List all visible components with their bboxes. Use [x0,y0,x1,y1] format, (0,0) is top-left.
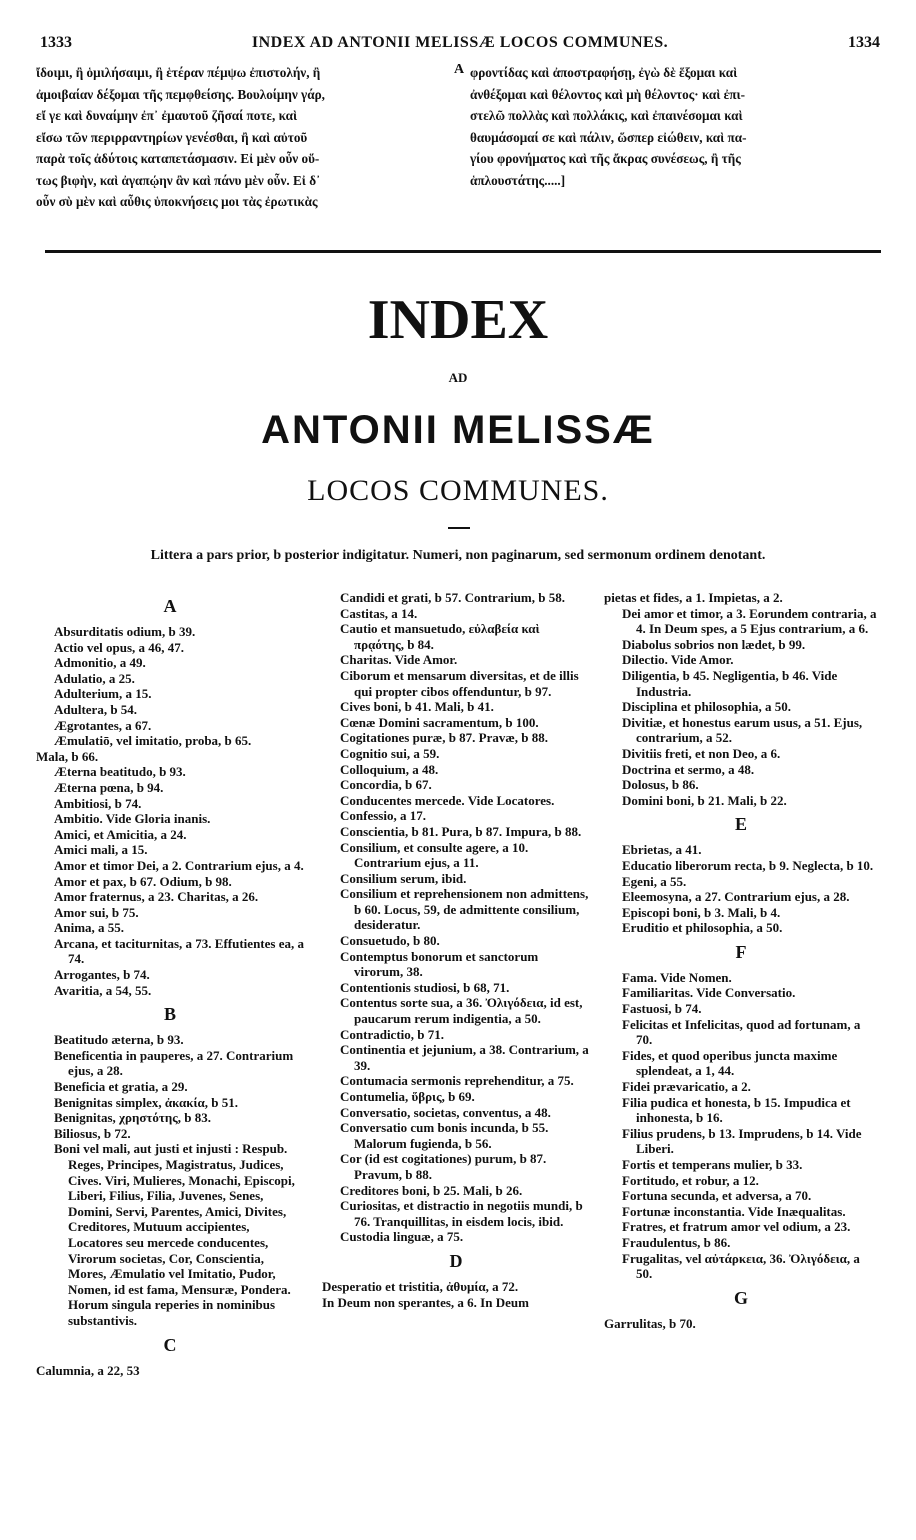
index-entry: Fortitudo, et robur, a 12. [622,1172,759,1188]
index-entry: Cives boni, b 41. Mali, b 41. [340,699,494,715]
index-entry: Filia pudica et honesta, b 15. Impudica et inhonesta, b 16. [622,1094,851,1126]
index-entry: Fortuna secunda, et adversa, a 70. [622,1188,812,1204]
index-entry: Ciborum et mensarum diversitas, et de illis qui propter cibos offenduntur, b 97. [340,667,579,699]
page-number-right: 1334 [848,34,880,51]
section-rule [45,250,881,253]
index-entry: Beneficentia in pauperes, a 27. Contrarium ejus, a 28. [54,1047,294,1079]
index-entry: Fraudulentus, b 86. [622,1234,731,1250]
index-title-author: ANTONII MELISSÆ [261,408,655,452]
index-entry: Absurditatis odium, b 39. [54,624,196,639]
index-entry: Actio vel opus, a 46, 47. [54,639,184,655]
index-entry: Conversatio, societas, conventus, a 48. [340,1104,551,1120]
section-letter: B [163,1004,176,1025]
index-entry: Amor et pax, b 67. Odium, b 98. [54,873,232,889]
section-letter: D [449,1250,463,1271]
index-entry: Divitiæ, et honestus earum usus, a 51. Ejus, contrarium, a 52. [622,714,863,746]
index-entry: Dolosus, b 86. [622,777,699,793]
index-entry: Adulatio, a 25. [54,670,135,686]
greek-line: παρὰ τοῖς ἀδύτοις καταπετάσμασιν. Εἰ μὲν οὖν οὕ- [36,151,320,166]
index-entry: Divitiis freti, et non Deo, a 6. [622,745,781,761]
index-entry: Adulterium, a 15. [54,686,152,702]
greek-line: εἴ γε καὶ δυναίμην ἐπ᾽ ἐμαυτοῦ ζῆσαί ποτε, καὶ [36,108,298,123]
index-title-ad: AD [448,370,468,385]
index-entry: Eruditio et philosophia, a 50. [622,920,783,936]
index-entry: Domini boni, b 21. Mali, b 22. [622,792,787,808]
greek-line: τως βιφὴν, καὶ ἀγαπῴην ἂν καὶ πάνυ μὲν οὖν. Εἰ δ᾽ [36,172,321,188]
index-entry: Contemptus bonorum et sanctorum virorum, 38. [340,948,539,980]
index-entry: Amici mali, a 15. [54,842,148,858]
greek-line: ἁπλουστάτης.....] [470,172,566,188]
index-entry: Ebrietas, a 41. [622,842,702,858]
greek-line: φροντίδας καὶ ἀποστραφήσῃ, ἐγὼ δὲ ἕξομαι καὶ [470,65,738,80]
index-entry: Creditores boni, b 25. Mali, b 26. [340,1182,523,1198]
index-entry: Conversatio cum bonis incunda, b 55. Malorum fugienda, b 56. [340,1120,549,1151]
index-entry: Cogitationes puræ, b 87. Pravæ, b 88. [340,730,549,746]
index-entry: Fidei prævaricatio, a 2. [622,1079,751,1095]
index-entry: Æmulatiō, vel imitatio, proba, b 65. [54,733,252,749]
greek-line: ἴδοιμι, ἢ ὁμιλήσαιμι, ἢ ἑτέραν πέμψω ἐπιστολήν, ἢ [36,65,321,80]
index-entry: Fratres, et fratrum amor vel odium, a 23. [622,1219,851,1235]
section-letter: A [163,596,177,616]
index-entry: Biliosus, b 72. [54,1125,131,1141]
index-entry: Cautio et mansuetudo, εὐλαβεία καὶ πρᾳότης, b 84. [340,621,540,652]
title-short-rule [448,527,470,529]
index-entry: Cognitio sui, a 59. [340,745,440,761]
index-entry: Avaritia, a 54, 55. [54,982,152,998]
greek-line: θαυμάσομαί σε καὶ πάλιν, ὥσπερ εἰώθειν, καὶ πα- [470,129,747,145]
index-entry: Cor (id est cogitationes) purum, b 87. Pravum, b 88. [340,1151,547,1182]
index-entry: Eleemosyna, a 27. Contrarium ejus, a 28. [622,889,850,905]
greek-line: γίου φρονήματος καὶ τῆς ἄκρας συνέσεως, ἢ τῆς [470,151,741,166]
index-entry: Filius prudens, b 13. Imprudens, b 14. Vide Liberi. [622,1125,862,1157]
index-entry: Adultera, b 54. [54,701,138,717]
index-entry: Consilium, et consulte agere, a 10. Contrarium ejus, a 11. [340,839,529,871]
index-entry: Amici, et Amicitia, a 24. [54,826,187,842]
greek-text-left [36,62,456,213]
index-explanatory-note: Littera a pars prior, b posterior indigitatur. Numeri, non paginarum, sed sermonum ordinem denotant. [150,548,766,563]
index-entry: Educatio liberorum recta, b 9. Neglecta, b 10. [622,857,874,873]
index-entry: Dei amor et timor, a 3. Eorundem contraria, a 4. In Deum spes, a 5 Ejus contrarium, a 6. [622,605,877,637]
greek-line: ἀμοιβαίαν δέξομαι τῆς πεμφθείσης. Βουλοίμην γάρ, [36,86,325,102]
index-entry: Boni vel mali, aut justi et injusti : Respub. Reges, Principes, Magistratus, Judices, Cives. Viri, Mulieres, Monachi, Episcopi, Liberi, Filius, Filia, Juvenes, Senes, Domini, Servi, Parentes, Amici, Divites, Creditores, Mutuum accipientes, Locatores seu mercede conducentes, Virorum societas, Cor, Conscientia, Mores, Æmulatio vel Imitatio, Pudor, Nomen, id est fama, Mensuræ, Pondera. Horum singula reperies in nominibus substantivis. [54,1141,295,1328]
index-entry: Dilectio. Vide Amor. [622,652,734,668]
running-title: INDEX AD ANTONII MELISSÆ LOCOS COMMUNES. [251,34,669,51]
index-entry: Fides, et quod operibus juncta maxime splendeat, a 1, 44. [622,1047,838,1079]
index-entry: Fama. Vide Nomen. [622,969,732,985]
index-entry: Amor et timor Dei, a 2. Contrarium ejus, a 4. [54,857,304,873]
index-entry: Contumacia sermonis reprehenditur, a 75. [340,1073,574,1089]
greek-line: στελῶ πολλὰς καὶ πολλάκις, καὶ ἐπαινέσομαι καὶ [470,108,743,123]
index-entry: Contumelia, ὕβρις, b 69. [340,1089,475,1104]
column-marker: A [454,62,465,77]
index-entry: Anima, a 55. [54,920,125,936]
index-entry: Admonitio, a 49. [54,655,146,671]
section-letter: F [735,941,747,962]
index-entry: Ægrotantes, a 67. [54,717,152,733]
index-entry: Custodia linguæ, a 75. [340,1229,464,1245]
section-letter: G [733,1287,748,1308]
index-entry: Fortis et temperans mulier, b 33. [622,1157,803,1172]
index-entry: Conducentes mercede. Vide Locatores. [340,792,555,808]
index-entry: Æterna pœna, b 94. [54,779,164,795]
index-column-1 [36,590,304,1378]
index-entry: Fastuosi, b 74. [622,1001,702,1017]
index-entry: Colloquium, a 48. [340,761,439,777]
greek-line: ἀνθέξομαι καὶ θέλοντος καὶ μὴ θέλοντος· καὶ ἐπι- [470,86,745,102]
index-entry: Conscientia, b 81. Pura, b 87. Impura, b 88. [340,823,582,839]
running-head [40,34,880,56]
index-entry: Concordia, b 67. [340,777,432,793]
index-entry: Curiositas, et distractio in negotiis mundi, b 76. Tranquillitas, in eisdem locis, ibid. [340,1198,583,1229]
section-letter: E [734,814,747,835]
index-entry: Contentionis studiosi, b 68, 71. [340,979,510,995]
index-entry: Consilium serum, ibid. [340,870,467,886]
index-entry: Æterna beatitudo, b 93. [54,764,186,780]
index-entry: Fortunæ inconstantia. Vide Inæqualitas. [622,1203,846,1219]
section-letter: C [163,1334,177,1355]
index-entry: Arcana, et taciturnitas, a 73. Effutientes ea, a 74. [54,935,304,967]
index-entry: Continentia et jejunium, a 38. Contrarium, a 39. [340,1042,589,1073]
index-entry: Diligentia, b 45. Negligentia, b 46. Vide Industria. [622,667,838,699]
index-entry: Cœnæ Domini sacramentum, b 100. [340,714,539,730]
index-entry: Egeni, a 55. [622,873,687,889]
index-entry: Calumnia, a 22, 53 [36,1362,140,1378]
index-entry: Amor sui, b 75. [54,904,139,920]
index-entry: Benignitas, χρηστότης, b 83. [54,1110,212,1126]
greek-line: οὖν σὺ μὲν καὶ αὖθις ὑποκνήσεις μοι τὰς ἐρωτικὰς [36,194,318,209]
index-entry: Confessio, a 17. [340,808,426,824]
greek-line: εἴσω τῶν περιρραντηρίων γενέσθαι, ἢ καὶ αὐτοῦ [36,129,308,145]
index-entry: Contentus sorte sua, a 36. Ὀλιγόδεια, id est, paucarum rerum indigentia, a 50. [340,995,583,1027]
index-entry: Ambitiosi, b 74. [54,795,142,811]
index-column-3 [604,590,878,1331]
index-entry: Felicitas et Infelicitas, quod ad fortunam, a 70. [622,1016,861,1048]
index-entry: Arrogantes, b 74. [54,967,150,983]
index-entry: In Deum non sperantes, a 6. In Deum [322,1294,529,1310]
page-number-left: 1333 [40,34,72,51]
index-column-2 [322,590,590,1310]
index-entry: Benignitas simplex, ἀκακία, b 51. [54,1094,238,1110]
index-entry: Beneficia et gratia, a 29. [54,1079,188,1095]
index-entry: Frugalitas, vel αὐτάρκεια, 36. Ὀλιγόδεια, a 50. [622,1250,860,1282]
index-entry: pietas et fides, a 1. Impietas, a 2. [604,590,783,605]
index-entry: Garrulitas, b 70. [604,1315,696,1331]
index-entry: Amor fraternus, a 23. Charitas, a 26. [54,889,259,905]
index-entry: Disciplina et philosophia, a 50. [622,699,792,715]
index-entry: Beatitudo æterna, b 93. [54,1032,184,1048]
index-title-subject: LOCOS COMMUNES. [307,474,609,507]
index-entry: Doctrina et sermo, a 48. [622,761,755,777]
index-entry: Episcopi boni, b 3. Mali, b 4. [622,904,781,920]
index-entry: Familiaritas. Vide Conversatio. [622,985,796,1001]
index-entry: Ambitio. Vide Gloria inanis. [54,811,211,827]
index-entry: Desperatio et tristitia, ἀθυμία, a 72. [322,1278,519,1294]
index-entry: Consuetudo, b 80. [340,933,440,949]
index-entry: Charitas. Vide Amor. [340,652,458,668]
index-title: INDEX [367,289,549,351]
index-entry: Castitas, a 14. [340,605,418,621]
index-entry: Consilium et reprehensionem non admittens, b 60. Locus, 59, de admittente consilium, desideratur. [340,886,589,933]
index-entry: Mala, b 66. [36,748,99,764]
index-entry: Contradictio, b 71. [340,1026,444,1042]
index-entry: Diabolus sobrios non lædet, b 99. [622,636,806,652]
greek-text-right [470,62,882,191]
index-entry: Candidi et grati, b 57. Contrarium, b 58. [340,590,565,605]
